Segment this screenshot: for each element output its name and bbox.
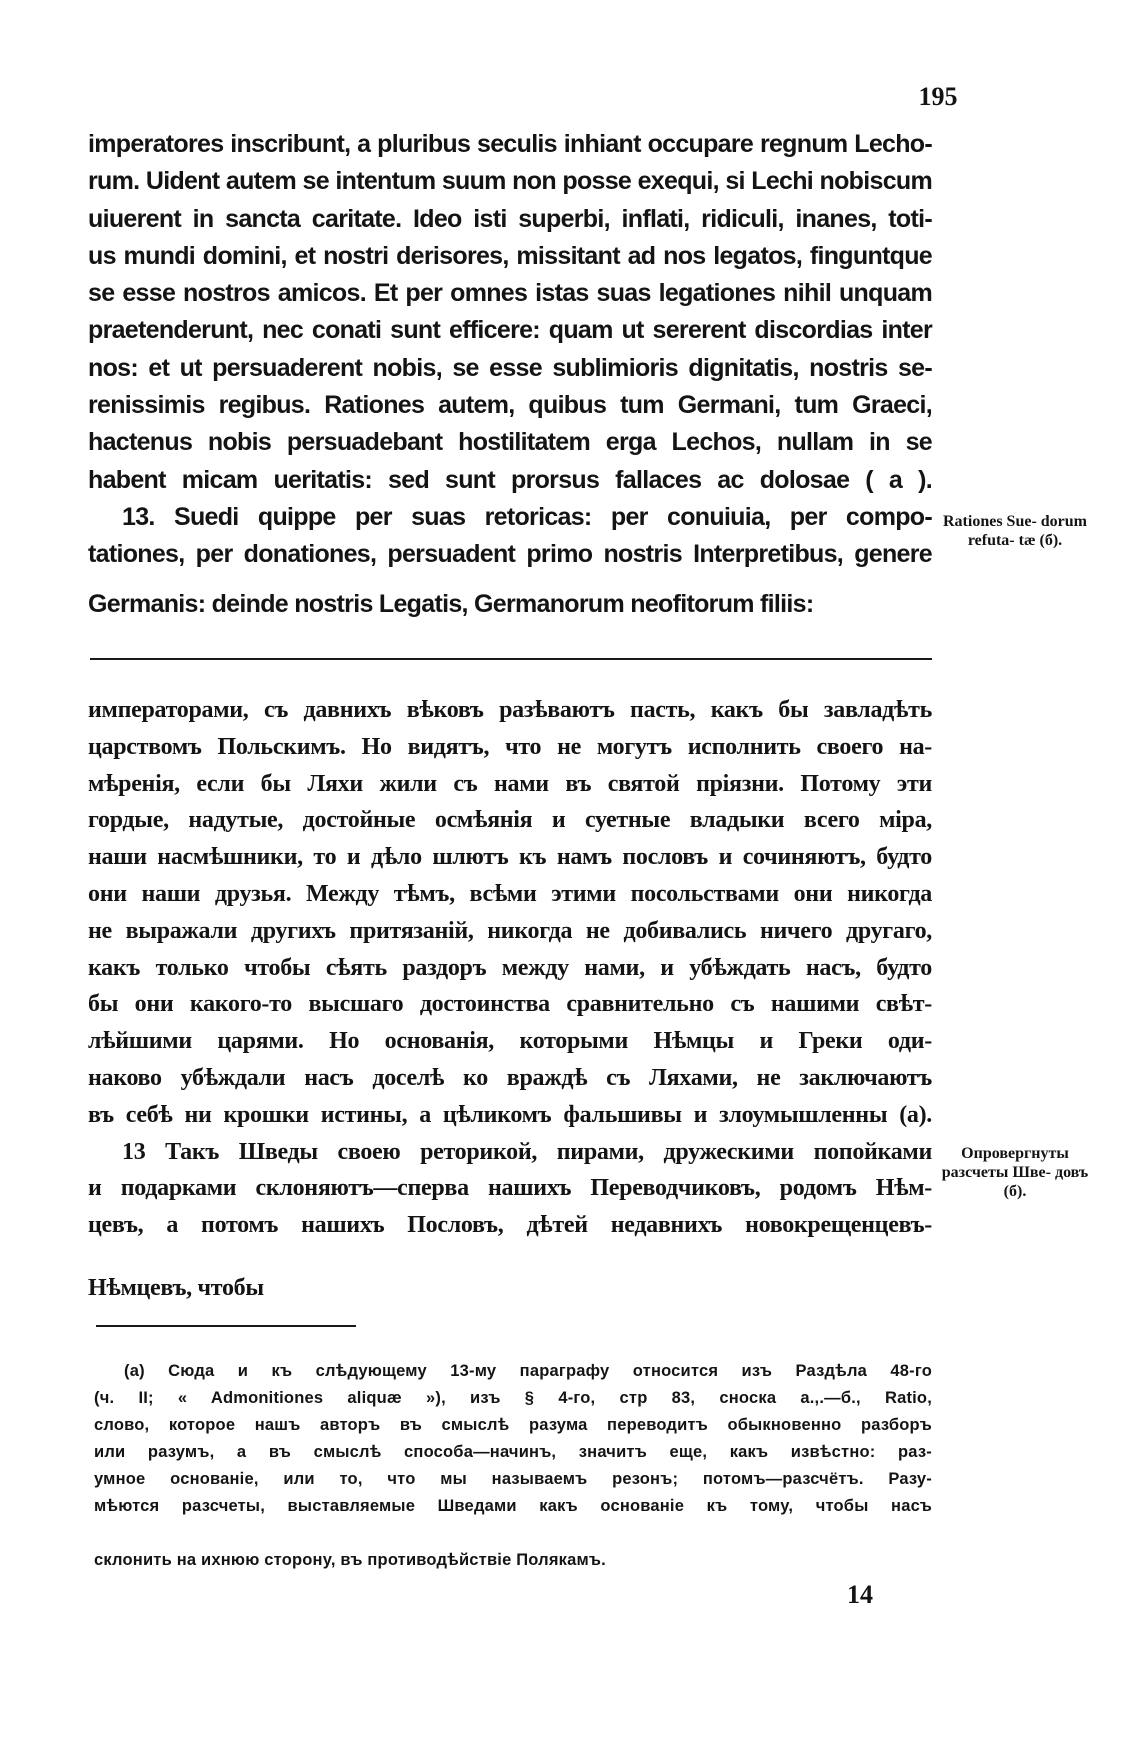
footnote-divider	[96, 1325, 356, 1327]
margin-note-russian: Опровергнуты разсчеты Шве- довъ (б).	[941, 1145, 1089, 1200]
russian-last-line: Нѣмцевъ, чтобы	[88, 1275, 264, 1301]
latin-line: renissimis regibus. Rationes autem, quibus tum Germani, tum Graeci,	[88, 391, 932, 420]
russian-line: цевъ, а потомъ нашихъ Пословъ, дѣтей недавнихъ новокрещенцевъ-	[88, 1212, 932, 1239]
russian-line: 13 Такъ Шведы своею реторикой, пирами, дружескими попойками	[122, 1138, 932, 1165]
latin-line: tationes, per donationes, persuadent primo nostris Interpretibus, genere	[88, 540, 932, 569]
footnote-line: (ч. II; « Admonitiones aliquæ »), изъ § 4-го, стр 83, сноска а.,.—б., Ratio,	[94, 1389, 932, 1407]
latin-line: habent micam ueritatis: sed sunt prorsus fallaces ac dolosae ( a ).	[88, 465, 932, 494]
russian-line: не выражали другихъ притязаній, никогда не добивались ничего другаго,	[88, 917, 932, 944]
signature-mark: 14	[847, 1580, 873, 1609]
russian-line: и подарками склоняютъ—сперва нашихъ Переводчиковъ, родомъ Нѣм-	[88, 1175, 932, 1202]
russian-line: мѣренія, если бы Ляхи жили съ нами въ святой пріязни. Потому эти	[88, 770, 932, 797]
footnote-line: умное основаніе, или то, что мы называемъ резонъ; потомъ—разсчётъ. Разу-	[94, 1470, 932, 1488]
footnote-last-line: склонить на ихнюю сторону, въ противодѣйствіе Полякамъ.	[94, 1551, 606, 1569]
footnote-block	[94, 1358, 932, 1520]
latin-line: hactenus nobis persuadebant hostilitatem erga Lechos, nullam in se	[88, 428, 932, 457]
russian-line: гордые, надутые, достойные осмѣянія и суетные владыки всего міра,	[88, 807, 932, 834]
latin-line: imperatores inscribunt, a pluribus seculis inhiant occupare regnum Lecho-	[88, 130, 932, 158]
footnote-line: (а) Сюда и къ слѣдующему 13-му параграфу относится изъ Раздѣла 48-го	[124, 1362, 932, 1380]
russian-text-block	[88, 692, 932, 1244]
russian-line: царствомъ Польскимъ. Но видятъ, что не могутъ исполнить своего на-	[88, 733, 932, 760]
latin-text-block	[88, 126, 932, 574]
footnote-line: слово, которое нашъ авторъ въ смыслѣ разума переводитъ обыкновенно разборъ	[94, 1416, 932, 1434]
footnote-line: или разумъ, а въ смыслѣ способа—начинъ, значитъ еще, какъ извѣстно: раз-	[94, 1443, 932, 1461]
latin-line: nos: et ut persuaderent nobis, se esse sublimioris dignitatis, nostris se-	[88, 353, 932, 382]
russian-line: лѣйшими царями. Но основанія, которыми Нѣмцы и Греки оди-	[88, 1028, 932, 1055]
latin-last-line: Germanis: deinde nostris Legatis, Germanorum neofitorum filiis:	[88, 590, 814, 618]
latin-line: us mundi domini, et nostri derisores, missitant ad nos legatos, finguntque	[88, 241, 932, 270]
latin-line: rum. Uident autem se intentum suum non posse exequi, si Lechi nobiscum	[88, 167, 932, 196]
russian-line: бы они какого-то высшаго достоинства сравнительно съ нашими свѣт-	[88, 991, 932, 1018]
page-number: 195	[918, 82, 958, 111]
russian-line: въ себѣ ни крошки истины, а цѣликомъ фальшивы и злоумышленны (а).	[88, 1101, 932, 1128]
margin-note-latin: Rationes Sue- dorum refuta- tæ (б).	[942, 513, 1087, 549]
russian-line: императорами, съ давнихъ вѣковъ разѣваютъ пасть, какъ бы завладѣть	[88, 697, 932, 723]
footnote-line: мѣются разсчеты, выставляемые Шведами какъ основаніе къ тому, чтобы насъ	[94, 1497, 932, 1515]
latin-line: uiuerent in sancta caritate. Ideo isti superbi, inflati, ridiculi, inanes, toti-	[88, 204, 932, 233]
russian-line: они наши друзья. Между тѣмъ, всѣми этими посольствами они никогда	[88, 880, 932, 907]
russian-line: наково убѣждали насъ доселѣ ко враждѣ съ Ляхами, не заключаютъ	[88, 1064, 932, 1091]
latin-line: praetenderunt, nec conati sunt efficere: quam ut sererent discordias inter	[88, 316, 932, 345]
russian-line: наши насмѣшники, то и дѣло шлютъ къ намъ пословъ и сочиняютъ, будто	[88, 844, 932, 871]
latin-line: 13. Suedi quippe per suas retoricas: per conuiuia, per compo-	[122, 502, 932, 531]
russian-line: какъ только чтобы сѣять раздоръ между нами, и убѣждать насъ, будто	[88, 954, 932, 981]
section-divider	[90, 658, 932, 660]
latin-line: se esse nostros amicos. Et per omnes istas suas legationes nihil unquam	[88, 279, 932, 308]
